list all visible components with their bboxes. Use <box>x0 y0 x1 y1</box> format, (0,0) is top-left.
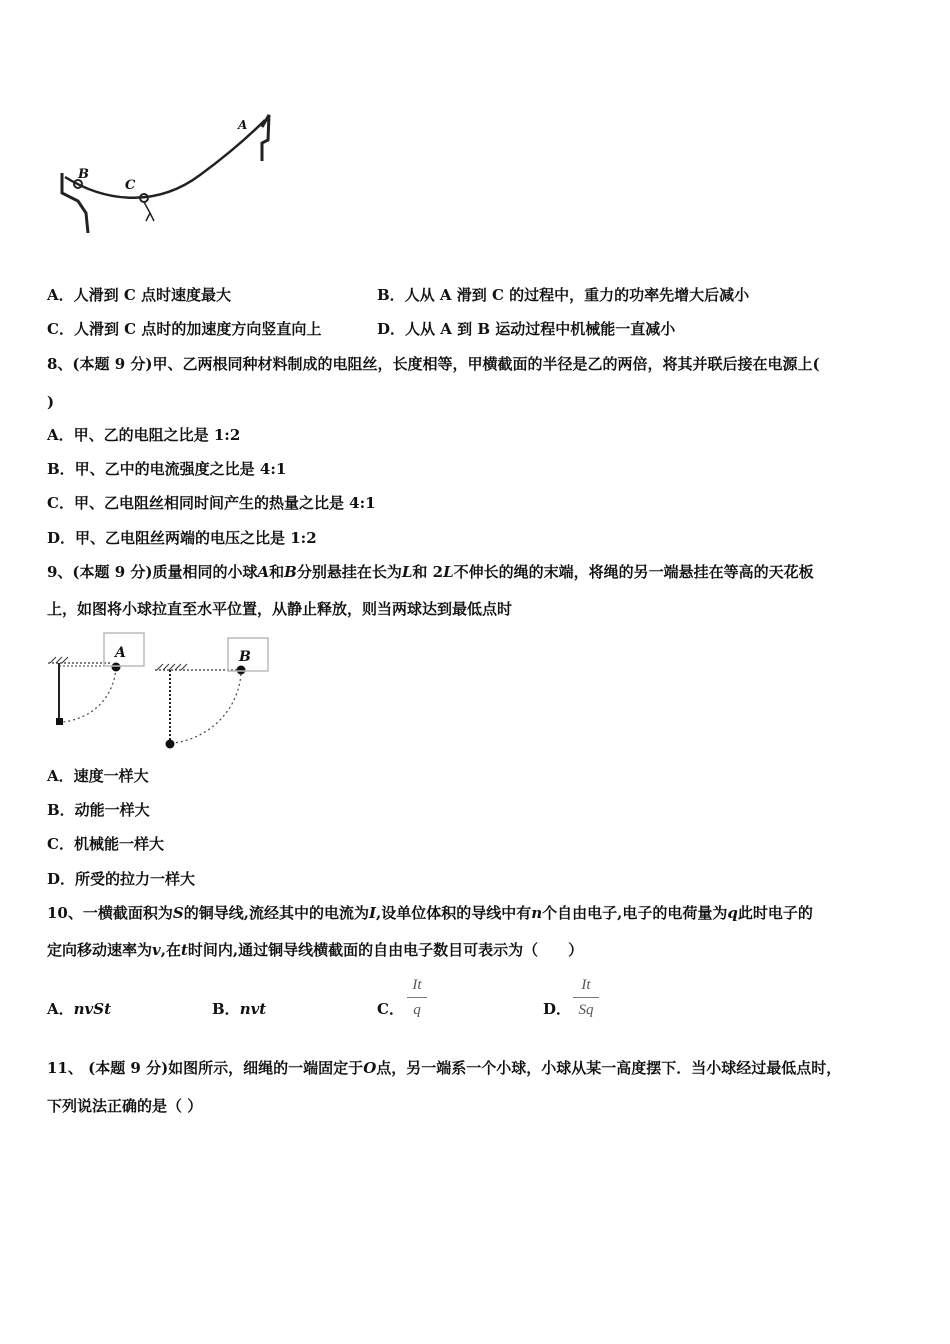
q11-stem-line-1: 11、 (本题 9 分)如图所示，细绳的一端固定于O点，另一端系一个小球，小球从某一高度摆下．当小球经过最低点时， <box>47 1059 842 1077</box>
q9-stem-line-2: 上，如图将小球拉直至水平位置，从静止释放，则当两球达到最低点时 <box>47 600 513 618</box>
q7-option-b: B．人从 A 滑到 C 的过程中，重力的功率先增大后减小 <box>377 286 750 304</box>
pendulum-label-b: B <box>239 649 251 665</box>
q10-stem-line-1: 10、一横截面积为S的铜导线,流经其中的电流为I,设单位体积的导线中有n个自由电子,电子的电荷量为q此时电子的 <box>47 904 813 922</box>
q9-stem-line-1: 9、(本题 9 分)质量相同的小球A和B分别悬挂在长为L和 2L不伸长的绳的末端，将绳的另一端悬挂在等高的天花板 <box>47 563 814 581</box>
track-curve <box>65 120 265 198</box>
q10-stem-line-2: 定向移动速率为v,在t时间内,通过铜导线横截面的自由电子数目可表示为（ ） <box>47 941 584 959</box>
q10-option-a: A．nvSt <box>47 1000 112 1018</box>
slide-track-figure <box>40 105 290 245</box>
q9-option-a: A．速度一样大 <box>47 767 149 785</box>
q7-option-a: A．人滑到 C 点时速度最大 <box>47 286 232 304</box>
label-b: B <box>78 167 89 182</box>
q10-option-d-fraction: It Sq <box>573 975 599 1020</box>
pendulum-b <box>155 638 268 749</box>
q10-option-c-label: C． <box>377 1000 404 1018</box>
pendulum-figure <box>40 630 280 755</box>
q9-option-b: B．动能一样大 <box>47 801 150 819</box>
q7-option-c: C．人滑到 C 点时的加速度方向竖直向上 <box>47 320 322 338</box>
q10-option-b: B．nvt <box>212 1000 267 1018</box>
q10-option-c-fraction: It q <box>407 975 427 1020</box>
q8-stem-line-1: 8、(本题 9 分)甲、乙两根同种材料制成的电阻丝，长度相等，甲横截面的半径是乙的两倍，将其并联后接在电源上( <box>47 355 820 373</box>
q11-stem-line-2: 下列说法正确的是（ ） <box>47 1097 203 1115</box>
q8-option-b: B．甲、乙中的电流强度之比是 4:1 <box>47 460 287 478</box>
label-a: A <box>238 118 248 132</box>
label-c: C <box>125 178 136 193</box>
person-figure <box>144 202 154 221</box>
q8-option-a: A．甲、乙的电阻之比是 1:2 <box>47 426 241 444</box>
q9-option-d: D．所受的拉力一样大 <box>47 870 196 888</box>
q8-stem-line-2: ) <box>47 393 55 411</box>
pendulum-a <box>48 633 144 725</box>
q10-option-d-label: D． <box>543 1000 572 1018</box>
q9-option-c: C．机械能一样大 <box>47 835 164 853</box>
q8-option-d: D．甲、乙电阻丝两端的电压之比是 1:2 <box>47 529 317 547</box>
q7-option-d: D．人从 A 到 B 运动过程中机械能一直减小 <box>377 320 676 338</box>
pendulum-label-a: A <box>115 645 126 661</box>
q8-option-c: C．甲、乙电阻丝相同时间产生的热量之比是 4:1 <box>47 494 376 512</box>
